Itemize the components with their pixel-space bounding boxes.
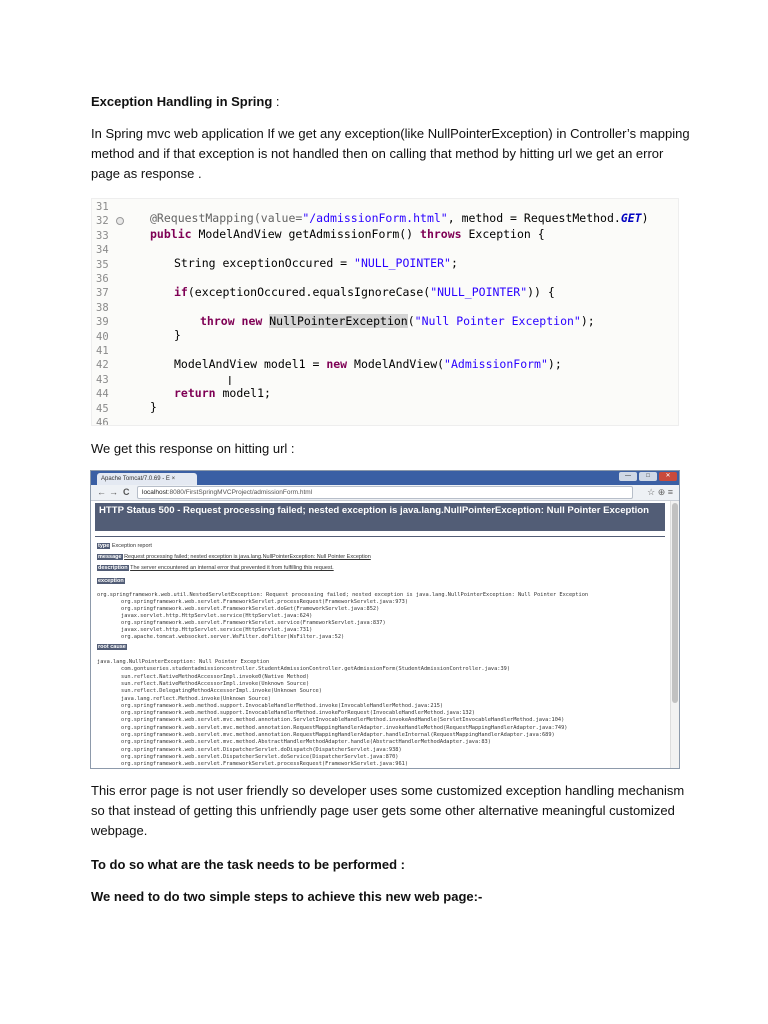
reload-icon[interactable]: C <box>123 487 130 497</box>
description-value: The server encountered an internal error that prevented it from fulfilling this request. <box>130 565 334 571</box>
trace-line: sun.reflect.DelegatingMethodAccessorImpl.invoke(Unknown Source) <box>121 688 322 695</box>
exception-label-line <box>97 578 125 584</box>
line-number: 36 <box>96 273 109 285</box>
trace-line: org.springframework.web.method.support.InvocableHandlerMethod.invokeForRequest(InvocableHandlerMethod.java:132) <box>121 710 475 717</box>
code-token: ModelAndView getAdmissionForm() <box>191 227 421 241</box>
trace-line: org.springframework.web.servlet.mvc.method.AbstractHandlerMethodAdapter.handle(AbstractHandlerMethodAdapter.java:83) <box>121 739 491 746</box>
code-line-37 <box>174 285 555 299</box>
string-token: "AdmissionForm" <box>444 357 548 371</box>
address-bar[interactable] <box>137 486 633 499</box>
highlighted-token: NullPointerException <box>269 314 408 328</box>
keyword-token: throws <box>420 227 462 241</box>
line-number: 45 <box>96 402 109 415</box>
code-line-44 <box>174 386 271 400</box>
code-token: ); <box>547 357 562 371</box>
line-number: 32 <box>96 215 122 227</box>
trace-line: org.springframework.web.servlet.FrameworkServlet.service(FrameworkServlet.java:837) <box>121 620 386 626</box>
url-host: localhost <box>142 489 168 496</box>
annotation-token: @RequestMapping(value= <box>150 211 303 225</box>
keyword-token: public <box>150 227 192 241</box>
url-path: :8080/FirstSpringMVCProject/admissionForm.html <box>167 489 313 496</box>
trace-line: java.lang.NullPointerException: Null Pointer Exception <box>97 659 270 665</box>
trace-line: org.springframework.web.servlet.mvc.method.annotation.RequestMappingHandlerAdapter.invokeHandleMethod(RequestMappingHandlerAdapter.java:749) <box>121 724 568 731</box>
string-token: "/admissionForm.html" <box>302 211 448 225</box>
error-title: HTTP Status 500 - Request processing failed; nested exception is java.lang.NullPointerException: Null Pointer Exception <box>95 503 665 531</box>
trace-line: org.springframework.web.servlet.mvc.method.annotation.ServletInvocableHandlerMethod.invokeAndHandle(ServletInvocableHandlerMethod.java:104) <box>121 717 565 724</box>
page-heading <box>91 94 280 109</box>
line-number: 44 <box>96 388 109 401</box>
response-label: We get this response on hitting url : <box>91 441 295 456</box>
steps-intro: We need to do two simple steps to achieve this new web page:- <box>91 889 483 904</box>
code-token: String exceptionOccured = <box>174 256 355 270</box>
message-label: message <box>98 554 122 560</box>
back-arrow-icon[interactable]: ← <box>97 487 106 497</box>
browser-tab[interactable]: Apache Tomcat/7.0.69 - E × <box>97 473 197 485</box>
code-line-32 <box>150 211 649 225</box>
string-token: "NULL_POINTER" <box>430 285 528 299</box>
line-number: 38 <box>96 301 109 314</box>
message-value: Request processing failed; nested exception is java.lang.NullPointerException: Null Pointer Exception <box>124 554 371 560</box>
error-message-line <box>97 554 371 560</box>
code-token: ( <box>407 314 415 328</box>
code-token: )) { <box>527 285 555 299</box>
line-number: 39 <box>96 316 109 329</box>
code-token: ); <box>580 314 595 328</box>
code-line-39 <box>200 314 595 328</box>
code-line-45: } <box>150 400 157 414</box>
trace-line: javax.servlet.http.HttpServlet.service(HttpServlet.java:731) <box>121 627 313 633</box>
trace-line: org.springframework.web.util.NestedServletException: Request processing failed; nested exception is java.lang.NullPointerException: Null Pointer Exception <box>97 592 589 598</box>
trace-line: com.gontuseries.studentadmissioncontroller.StudentAdmissionController.getAdmissionForm(StudentAdmissionController.java:39) <box>121 666 511 673</box>
code-line-42 <box>174 357 562 371</box>
trace-line: org.springframework.web.servlet.FrameworkServlet.processRequest(FrameworkServlet.java:973) <box>121 599 409 605</box>
window-buttons <box>619 472 677 481</box>
keyword-token: return <box>174 386 216 400</box>
trace-line: org.springframework.web.method.support.InvocableHandlerMethod.invoke(InvocableHandlerMethod.java:215) <box>121 702 444 709</box>
text-cursor-icon: I <box>228 373 232 388</box>
trace-line: java.lang.reflect.Method.invoke(Unknown Source) <box>121 695 271 702</box>
line-number: 35 <box>96 258 109 271</box>
trace-line: org.springframework.web.servlet.FrameworkServlet.processRequest(FrameworkServlet.java:961) <box>121 761 409 768</box>
code-token: ModelAndView model1 = <box>174 357 327 371</box>
heading-title: Exception Handling in Spring <box>91 94 273 109</box>
code-token: ModelAndView( <box>347 357 445 371</box>
line-number: 46 <box>96 417 109 426</box>
trace-line: org.springframework.web.servlet.DispatcherServlet.doService(DispatcherServlet.java:870) <box>121 753 399 760</box>
maximize-icon[interactable]: □ <box>639 472 657 481</box>
code-token: ; <box>450 256 458 270</box>
line-number: 33 <box>96 229 109 242</box>
line-number: 43 <box>96 373 109 386</box>
task-question: To do so what are the task needs to be performed : <box>91 857 405 872</box>
type-value: Exception report <box>111 543 152 549</box>
code-token: , method = RequestMethod. <box>447 211 621 225</box>
line-number: 41 <box>96 345 109 357</box>
trace-line: org.apache.tomcat.websocket.server.WsFilter.doFilter(WsFilter.java:52) <box>121 634 345 640</box>
keyword-token: if <box>174 285 188 299</box>
browser-screenshot <box>90 470 680 769</box>
enum-token: GET <box>620 211 642 225</box>
description-label: description <box>98 565 128 571</box>
code-token: (exceptionOccured.equalsIgnoreCase( <box>187 285 431 299</box>
scrollbar-thumb[interactable] <box>672 503 678 703</box>
line-number: 42 <box>96 359 109 372</box>
trace-line: sun.reflect.NativeMethodAccessorImpl.invoke(Unknown Source) <box>121 680 310 687</box>
line-number: 37 <box>96 287 109 300</box>
intro-paragraph: In Spring mvc web application If we get any exception(like NullPointerException) in Controller’s mapping method and if that exception is not handled then on calling that method by hitting url we get an error page as response . <box>91 126 690 181</box>
trace-line: org.springframework.web.servlet.DispatcherServlet.doDispatch(DispatcherServlet.java:938) <box>121 746 402 753</box>
code-screenshot <box>91 198 679 426</box>
root-cause-line <box>97 644 127 650</box>
code-token: model1; <box>215 386 271 400</box>
error-type-line <box>97 543 152 549</box>
code-token: ) <box>641 211 649 225</box>
heading-colon: : <box>272 94 280 109</box>
browser-toolbar <box>91 485 679 501</box>
type-label: type <box>98 543 110 549</box>
error-description-line <box>97 565 334 571</box>
browser-content <box>91 501 679 768</box>
string-token: "NULL_POINTER" <box>354 256 451 270</box>
root-cause-label: root cause <box>98 644 126 650</box>
code-token: Exception { <box>461 227 545 241</box>
trace-line: org.springframework.web.servlet.mvc.method.annotation.RequestMappingHandlerAdapter.handleInternal(RequestMappingHandlerAdapter.java:689) <box>121 732 555 738</box>
explanation-paragraph: This error page is not user friendly so developer uses some customized exception handling mechanism so that instead of getting this unfriendly page user gets some other alternative meaningful customized webpage. <box>91 783 685 838</box>
line-number: 31 <box>96 201 109 213</box>
string-token: "Null Pointer Exception" <box>414 314 581 328</box>
browser-menu-icons[interactable]: ☆ ⊕ ≡ <box>647 487 673 497</box>
close-icon[interactable]: ✕ <box>659 472 677 481</box>
exception-label: exception <box>98 578 124 584</box>
keyword-token: new <box>326 357 348 371</box>
scrollbar[interactable] <box>670 501 679 768</box>
keyword-token: throw new <box>200 314 263 328</box>
code-line-33 <box>150 227 545 241</box>
forward-arrow-icon[interactable]: → <box>109 487 118 497</box>
divider <box>95 536 665 537</box>
browser-titlebar <box>91 471 679 485</box>
trace-line: sun.reflect.NativeMethodAccessorImpl.invoke0(Native Method) <box>121 673 310 680</box>
code-line-35 <box>174 256 458 270</box>
code-line-40: } <box>174 328 181 342</box>
minimize-icon[interactable]: — <box>619 472 637 481</box>
trace-line: javax.servlet.http.HttpServlet.service(HttpServlet.java:624) <box>121 613 313 619</box>
line-number: 40 <box>96 330 109 343</box>
trace-line: org.springframework.web.servlet.FrameworkServlet.doGet(FrameworkServlet.java:852) <box>121 606 380 612</box>
line-number: 34 <box>96 244 109 257</box>
